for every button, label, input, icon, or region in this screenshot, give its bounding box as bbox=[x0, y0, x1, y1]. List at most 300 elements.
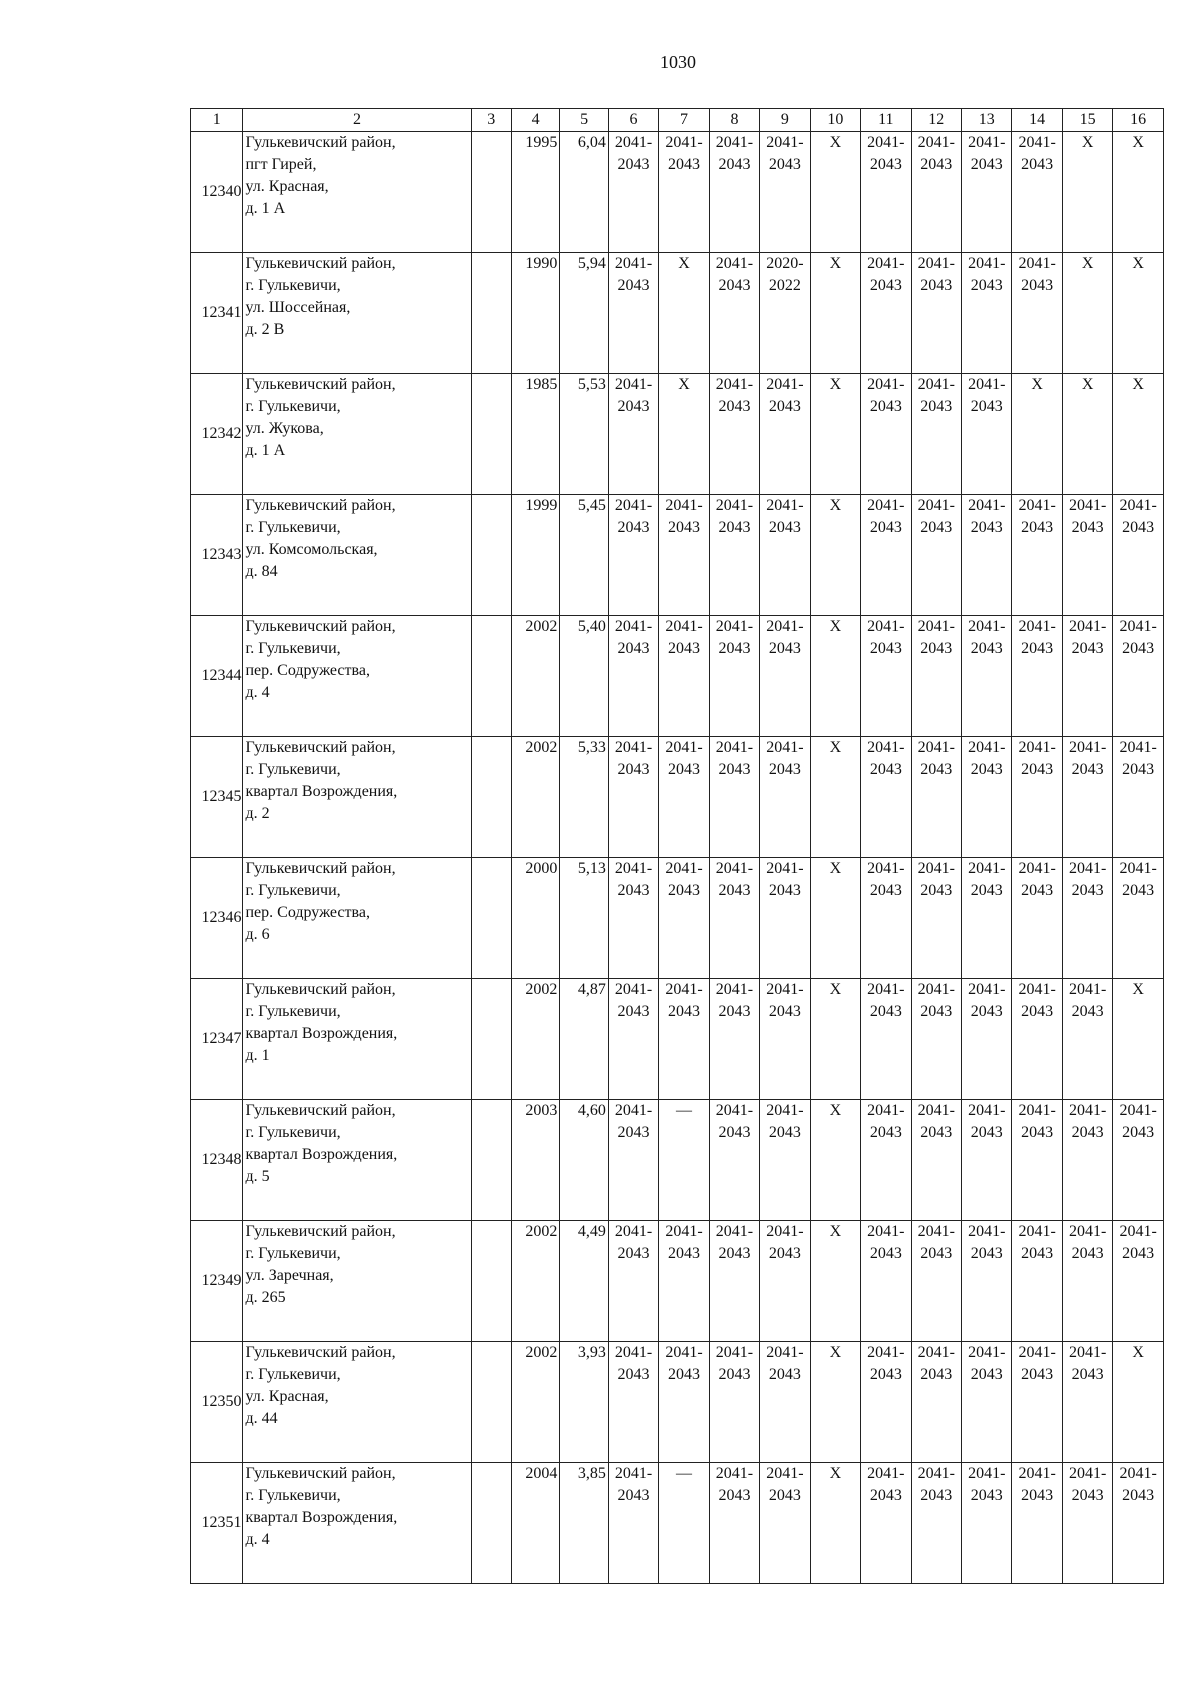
period-line: 2043 bbox=[718, 156, 751, 173]
period-line: 2041- bbox=[1018, 255, 1056, 272]
period-cell bbox=[760, 979, 810, 1100]
period-cell bbox=[659, 1342, 709, 1463]
address-line: квартал Возрождения, bbox=[245, 1025, 398, 1042]
period-line: 2041- bbox=[867, 1102, 905, 1119]
period-cell bbox=[709, 737, 759, 858]
period-line: 2041- bbox=[614, 497, 653, 514]
period-cell bbox=[1113, 616, 1164, 737]
period-line: 2043 bbox=[718, 1366, 751, 1383]
period-cell bbox=[962, 1100, 1012, 1221]
period-cell bbox=[1113, 858, 1164, 979]
period-line: X bbox=[1132, 255, 1144, 272]
period-line: 2043 bbox=[920, 761, 953, 778]
column-header: 10 bbox=[810, 109, 860, 132]
period-line: 2043 bbox=[1071, 1366, 1104, 1383]
period-line: 2041- bbox=[1068, 981, 1107, 998]
period-cell bbox=[810, 132, 860, 253]
address-line: г. Гулькевичи, bbox=[245, 640, 341, 657]
period-cell bbox=[1062, 1221, 1112, 1342]
period-line: 2043 bbox=[617, 1487, 650, 1504]
address-cell bbox=[243, 132, 471, 253]
period-cell bbox=[1012, 616, 1062, 737]
period-cell bbox=[911, 737, 961, 858]
period-line: 2041- bbox=[1018, 981, 1056, 998]
row-number-cell: 12341 bbox=[191, 253, 243, 374]
period-line: 2041- bbox=[665, 739, 703, 756]
period-cell bbox=[760, 374, 810, 495]
period-line: 2043 bbox=[970, 882, 1003, 899]
period-cell bbox=[608, 1221, 658, 1342]
period-line: 2041- bbox=[766, 1344, 804, 1361]
period-line: 2041- bbox=[968, 255, 1006, 272]
period-line: 2041- bbox=[1119, 1102, 1157, 1119]
period-line: X bbox=[829, 255, 842, 272]
period-cell bbox=[911, 253, 961, 374]
period-line: 2043 bbox=[768, 1124, 801, 1141]
period-line: 2041- bbox=[867, 981, 905, 998]
period-cell bbox=[659, 737, 709, 858]
period-line: 2043 bbox=[718, 1245, 751, 1262]
period-line: 2043 bbox=[617, 640, 650, 657]
address-line: Гулькевичский район, bbox=[245, 376, 396, 393]
period-cell bbox=[760, 1342, 810, 1463]
period-cell bbox=[1062, 495, 1112, 616]
period-cell bbox=[1012, 132, 1062, 253]
period-line: 2043 bbox=[718, 1003, 751, 1020]
period-line: 2041- bbox=[715, 981, 754, 998]
period-cell bbox=[911, 979, 961, 1100]
address-cell bbox=[243, 737, 471, 858]
period-cell bbox=[1012, 737, 1062, 858]
row-number-cell: 12349 bbox=[191, 1221, 243, 1342]
row-number-cell: 12348 bbox=[191, 1100, 243, 1221]
period-line: 2041- bbox=[766, 1223, 804, 1240]
period-cell bbox=[810, 1342, 860, 1463]
table-row bbox=[191, 1342, 1164, 1463]
period-line: 2043 bbox=[869, 640, 902, 657]
period-line: 2041- bbox=[968, 981, 1006, 998]
period-cell bbox=[1062, 253, 1112, 374]
address-line: Гулькевичский район, bbox=[245, 618, 396, 635]
period-cell bbox=[709, 1342, 759, 1463]
period-cell bbox=[861, 979, 911, 1100]
column-header: 8 bbox=[709, 109, 759, 132]
period-cell bbox=[659, 1100, 709, 1221]
period-line: 2041- bbox=[766, 739, 804, 756]
period-line: 2041- bbox=[917, 1344, 955, 1361]
period-line: 2041- bbox=[715, 255, 754, 272]
period-line: 2043 bbox=[869, 277, 902, 294]
column-5-cell: 5,45 bbox=[560, 495, 608, 616]
period-cell bbox=[962, 1463, 1012, 1584]
year-cell: 2004 bbox=[511, 1463, 559, 1584]
period-line: 2041- bbox=[1018, 739, 1056, 756]
table-row bbox=[191, 132, 1164, 253]
table-row bbox=[191, 374, 1164, 495]
period-cell bbox=[911, 858, 961, 979]
table-row bbox=[191, 253, 1164, 374]
period-line: X bbox=[829, 1344, 842, 1361]
period-line: 2043 bbox=[970, 519, 1003, 536]
column-3-cell bbox=[471, 374, 511, 495]
period-line: 2043 bbox=[869, 398, 902, 415]
period-line: 2041- bbox=[917, 618, 955, 635]
period-line: 2043 bbox=[970, 277, 1003, 294]
period-line: 2041- bbox=[1018, 1344, 1056, 1361]
period-cell bbox=[709, 858, 759, 979]
address-cell bbox=[243, 858, 471, 979]
column-5-cell: 3,93 bbox=[560, 1342, 608, 1463]
period-line: 2041- bbox=[917, 1465, 955, 1482]
period-line: 2043 bbox=[1021, 882, 1054, 899]
period-line: 2043 bbox=[617, 1003, 650, 1020]
period-line: 2043 bbox=[1021, 1487, 1054, 1504]
period-cell bbox=[962, 132, 1012, 253]
period-cell bbox=[1113, 495, 1164, 616]
period-line: 2043 bbox=[617, 519, 650, 536]
period-line: 2043 bbox=[718, 761, 751, 778]
address-line: г. Гулькевичи, bbox=[245, 1003, 341, 1020]
period-line: 2043 bbox=[1021, 156, 1054, 173]
period-line: 2041- bbox=[1018, 860, 1056, 877]
period-line: 2041- bbox=[614, 1465, 653, 1482]
period-cell bbox=[810, 253, 860, 374]
period-line: X bbox=[1132, 981, 1144, 998]
period-cell bbox=[709, 1100, 759, 1221]
period-line: 2043 bbox=[1071, 761, 1104, 778]
period-cell bbox=[810, 616, 860, 737]
period-line: 2041- bbox=[614, 1344, 653, 1361]
address-line: Гулькевичский район, bbox=[245, 1102, 396, 1119]
period-line: 2043 bbox=[920, 1245, 953, 1262]
address-line: квартал Возрождения, bbox=[245, 1509, 398, 1526]
period-line: 2043 bbox=[920, 1366, 953, 1383]
period-cell bbox=[1012, 1221, 1062, 1342]
period-cell bbox=[608, 737, 658, 858]
period-cell bbox=[659, 132, 709, 253]
period-cell bbox=[709, 374, 759, 495]
period-cell bbox=[608, 616, 658, 737]
year-cell: 1995 bbox=[511, 132, 559, 253]
header-row bbox=[191, 109, 1164, 132]
period-cell bbox=[1113, 979, 1164, 1100]
year-cell: 2002 bbox=[511, 979, 559, 1100]
period-cell bbox=[861, 858, 911, 979]
address-line: пгт Гирей, bbox=[245, 156, 317, 173]
column-3-cell bbox=[471, 616, 511, 737]
period-line: 2043 bbox=[1071, 1124, 1104, 1141]
period-line: 2041- bbox=[1018, 618, 1056, 635]
period-cell bbox=[1012, 858, 1062, 979]
column-3-cell bbox=[471, 737, 511, 858]
period-line: 2043 bbox=[668, 1003, 700, 1020]
period-cell bbox=[760, 616, 810, 737]
address-line: д. 84 bbox=[245, 563, 278, 580]
column-5-cell: 4,87 bbox=[560, 979, 608, 1100]
period-line: 2041- bbox=[614, 376, 653, 393]
period-line: 2043 bbox=[668, 519, 700, 536]
period-cell bbox=[659, 1463, 709, 1584]
period-line: X bbox=[1031, 376, 1043, 393]
period-line: 2041- bbox=[968, 1223, 1006, 1240]
period-line: 2041- bbox=[1068, 618, 1107, 635]
period-line: 2043 bbox=[1071, 519, 1104, 536]
period-cell bbox=[911, 1463, 961, 1584]
period-line: 2041- bbox=[614, 618, 653, 635]
period-cell bbox=[760, 253, 810, 374]
period-cell bbox=[608, 132, 658, 253]
period-line: 2041- bbox=[665, 981, 703, 998]
period-cell bbox=[709, 1463, 759, 1584]
period-line: 2041- bbox=[968, 1102, 1006, 1119]
period-cell bbox=[911, 1221, 961, 1342]
period-cell bbox=[962, 858, 1012, 979]
period-cell bbox=[760, 858, 810, 979]
period-cell bbox=[709, 979, 759, 1100]
period-cell bbox=[1113, 253, 1164, 374]
period-line: 2041- bbox=[867, 1223, 905, 1240]
row-number-cell: 12350 bbox=[191, 1342, 243, 1463]
period-line: 2020- bbox=[766, 255, 804, 272]
period-line: 2043 bbox=[1021, 1124, 1054, 1141]
period-line: X bbox=[1132, 376, 1144, 393]
period-line: 2043 bbox=[617, 1124, 650, 1141]
address-line: Гулькевичский район, bbox=[245, 255, 396, 272]
period-cell bbox=[861, 253, 911, 374]
period-line: 2043 bbox=[1021, 640, 1054, 657]
period-line: 2043 bbox=[1122, 519, 1155, 536]
page-number: 1030 bbox=[660, 52, 696, 72]
period-cell bbox=[1062, 1342, 1112, 1463]
address-line: Гулькевичский район, bbox=[245, 134, 396, 151]
column-header: 12 bbox=[911, 109, 961, 132]
period-cell bbox=[962, 737, 1012, 858]
period-cell bbox=[962, 374, 1012, 495]
table-row bbox=[191, 1221, 1164, 1342]
period-line: 2041- bbox=[665, 618, 703, 635]
period-line: 2043 bbox=[920, 882, 953, 899]
period-line: 2041- bbox=[665, 1223, 703, 1240]
address-line: д. 5 bbox=[245, 1168, 270, 1185]
period-line: 2041- bbox=[867, 618, 905, 635]
period-line: 2043 bbox=[1122, 761, 1155, 778]
column-3-cell bbox=[471, 253, 511, 374]
period-cell bbox=[810, 495, 860, 616]
period-line: 2043 bbox=[920, 519, 953, 536]
column-header: 4 bbox=[511, 109, 559, 132]
period-line: 2041- bbox=[1119, 739, 1157, 756]
period-line: 2041- bbox=[917, 981, 955, 998]
period-line: 2041- bbox=[968, 497, 1006, 514]
period-line: 2041- bbox=[715, 1102, 754, 1119]
period-cell bbox=[1062, 1463, 1112, 1584]
period-line: 2041- bbox=[715, 497, 754, 514]
period-cell bbox=[760, 1221, 810, 1342]
period-line: 2041- bbox=[1068, 1465, 1107, 1482]
column-3-cell bbox=[471, 495, 511, 616]
period-line: 2041- bbox=[867, 255, 905, 272]
period-cell bbox=[1012, 374, 1062, 495]
period-line: 2043 bbox=[768, 761, 801, 778]
period-line: 2043 bbox=[970, 1003, 1003, 1020]
column-header: 3 bbox=[471, 109, 511, 132]
period-cell bbox=[861, 1221, 911, 1342]
period-line: 2041- bbox=[1068, 860, 1107, 877]
year-cell: 2002 bbox=[511, 616, 559, 737]
period-line: X bbox=[678, 376, 690, 393]
period-line: 2043 bbox=[1071, 882, 1104, 899]
period-line: 2041- bbox=[715, 860, 754, 877]
period-line: 2043 bbox=[617, 882, 650, 899]
period-cell bbox=[911, 374, 961, 495]
period-line: 2041- bbox=[917, 376, 955, 393]
row-number-cell: 12343 bbox=[191, 495, 243, 616]
period-line: X bbox=[829, 376, 842, 393]
period-cell bbox=[608, 374, 658, 495]
period-line: 2043 bbox=[869, 519, 902, 536]
period-cell bbox=[608, 253, 658, 374]
year-cell: 1999 bbox=[511, 495, 559, 616]
period-line: 2043 bbox=[970, 398, 1003, 415]
period-line: 2043 bbox=[718, 398, 751, 415]
address-line: д. 265 bbox=[245, 1289, 286, 1306]
period-line: 2041- bbox=[715, 618, 754, 635]
period-line: 2041- bbox=[1018, 1102, 1056, 1119]
period-cell bbox=[709, 132, 759, 253]
period-cell bbox=[659, 979, 709, 1100]
period-cell bbox=[1012, 1342, 1062, 1463]
period-line: 2043 bbox=[1122, 1245, 1155, 1262]
period-line: 2043 bbox=[1122, 640, 1155, 657]
period-line: 2043 bbox=[1021, 1245, 1054, 1262]
address-cell bbox=[243, 1221, 471, 1342]
period-line: 2043 bbox=[718, 277, 751, 294]
column-3-cell bbox=[471, 1342, 511, 1463]
table-body bbox=[191, 109, 1164, 1584]
period-cell bbox=[810, 374, 860, 495]
address-line: д. 2 bbox=[245, 805, 270, 822]
column-header: 1 bbox=[191, 109, 243, 132]
period-cell bbox=[1062, 979, 1112, 1100]
period-cell bbox=[911, 495, 961, 616]
period-line: 2043 bbox=[668, 156, 700, 173]
period-line: 2041- bbox=[867, 860, 905, 877]
row-number-cell: 12340 bbox=[191, 132, 243, 253]
period-line: 2041- bbox=[766, 860, 804, 877]
period-line: 2041- bbox=[1068, 1344, 1107, 1361]
period-cell bbox=[1012, 253, 1062, 374]
period-line: 2043 bbox=[718, 640, 751, 657]
period-line: 2043 bbox=[970, 1366, 1003, 1383]
period-line: 2041- bbox=[1068, 1102, 1107, 1119]
period-line: 2043 bbox=[1122, 1124, 1155, 1141]
period-line: 2041- bbox=[665, 1344, 703, 1361]
period-cell bbox=[760, 1100, 810, 1221]
period-line: 2043 bbox=[617, 1366, 650, 1383]
period-line: 2043 bbox=[1071, 640, 1104, 657]
address-cell bbox=[243, 979, 471, 1100]
period-line: 2041- bbox=[715, 134, 754, 151]
period-line: 2043 bbox=[920, 1124, 953, 1141]
period-line: 2041- bbox=[665, 497, 703, 514]
period-cell bbox=[608, 858, 658, 979]
period-line: 2041- bbox=[968, 376, 1006, 393]
period-cell bbox=[760, 1463, 810, 1584]
period-line: 2041- bbox=[715, 1465, 754, 1482]
period-cell bbox=[760, 495, 810, 616]
period-line: X bbox=[829, 497, 842, 514]
year-cell: 1990 bbox=[511, 253, 559, 374]
period-line: 2043 bbox=[668, 882, 700, 899]
address-cell bbox=[243, 495, 471, 616]
period-line: 2041- bbox=[1119, 618, 1157, 635]
period-line: 2043 bbox=[1021, 277, 1054, 294]
period-line: 2041- bbox=[766, 981, 804, 998]
period-line: X bbox=[829, 618, 842, 635]
column-header: 15 bbox=[1062, 109, 1112, 132]
period-line: 2043 bbox=[617, 277, 650, 294]
period-line: X bbox=[829, 739, 842, 756]
period-cell bbox=[709, 253, 759, 374]
period-cell bbox=[608, 1342, 658, 1463]
period-cell bbox=[1062, 858, 1112, 979]
column-5-cell: 5,40 bbox=[560, 616, 608, 737]
period-line: 2043 bbox=[768, 1487, 801, 1504]
column-5-cell: 5,13 bbox=[560, 858, 608, 979]
period-cell bbox=[659, 858, 709, 979]
address-line: г. Гулькевичи, bbox=[245, 882, 341, 899]
period-line: 2043 bbox=[617, 398, 650, 415]
column-header: 5 bbox=[560, 109, 608, 132]
period-line: 2041- bbox=[917, 497, 955, 514]
column-3-cell bbox=[471, 1463, 511, 1584]
period-line: 2043 bbox=[920, 1487, 953, 1504]
period-line: 2043 bbox=[970, 156, 1003, 173]
row-number-cell: 12345 bbox=[191, 737, 243, 858]
period-line: X bbox=[829, 981, 842, 998]
period-line: 2041- bbox=[968, 860, 1006, 877]
period-cell bbox=[709, 616, 759, 737]
address-line: д. 1 А bbox=[245, 200, 286, 217]
period-line: 2041- bbox=[766, 618, 804, 635]
address-line: ул. Комсомольская, bbox=[245, 541, 378, 558]
column-header: 14 bbox=[1012, 109, 1062, 132]
period-line: 2043 bbox=[617, 761, 650, 778]
column-3-cell bbox=[471, 1221, 511, 1342]
period-line: 2041- bbox=[766, 1102, 804, 1119]
period-cell bbox=[861, 374, 911, 495]
address-line: ул. Красная, bbox=[245, 1388, 329, 1405]
year-cell: 2000 bbox=[511, 858, 559, 979]
period-cell bbox=[962, 495, 1012, 616]
period-line: 2041- bbox=[1068, 1223, 1107, 1240]
column-header: 2 bbox=[243, 109, 471, 132]
period-line: 2043 bbox=[1021, 519, 1054, 536]
period-line: 2043 bbox=[768, 398, 801, 415]
period-cell bbox=[962, 1342, 1012, 1463]
column-5-cell: 6,04 bbox=[560, 132, 608, 253]
period-line: 2043 bbox=[617, 156, 650, 173]
period-line: 2041- bbox=[1068, 497, 1107, 514]
period-line: 2041- bbox=[1018, 1223, 1056, 1240]
period-line: 2041- bbox=[968, 618, 1006, 635]
period-line: 2043 bbox=[1021, 1003, 1054, 1020]
address-line: д. 44 bbox=[245, 1410, 278, 1427]
period-cell bbox=[1113, 374, 1164, 495]
period-line: X bbox=[1081, 255, 1094, 272]
address-line: Гулькевичский район, bbox=[245, 739, 396, 756]
period-line: — bbox=[676, 1465, 692, 1482]
